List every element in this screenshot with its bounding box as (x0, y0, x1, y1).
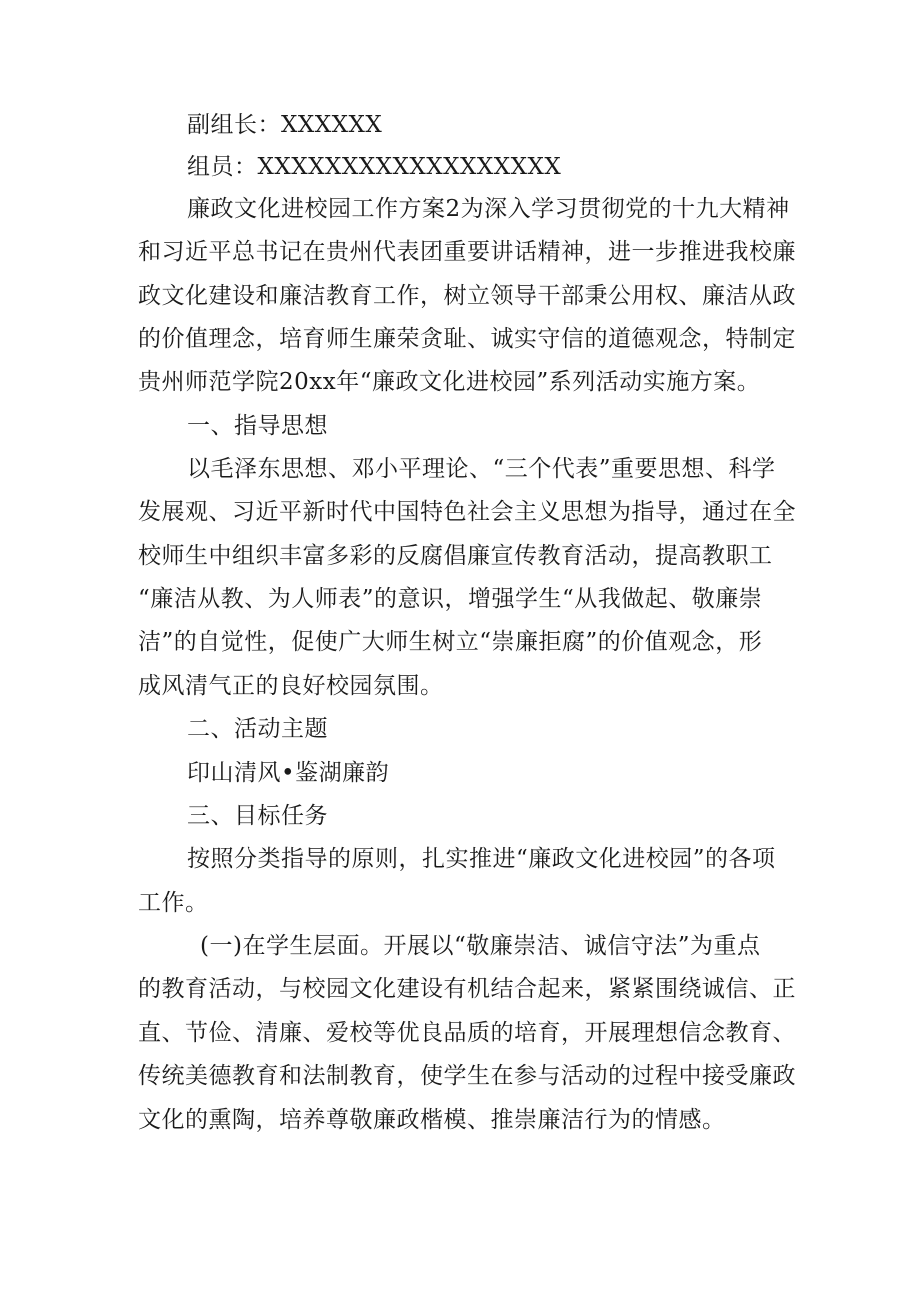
paragraph-line: 的教育活动，与校园文化建设有机结合起来，紧紧围绕诚信、正 (138, 976, 796, 1002)
paragraph-line: 贵州师范学院20xx年“廉政文化进校园”系列活动实施方案。 (138, 369, 761, 395)
paragraph-line: 传统美德教育和法制教育，使学生在参与活动的过程中接受廉政 (138, 1063, 796, 1089)
members-line: 组员：XXXXXXXXXXXXXXXXXX (187, 154, 562, 180)
paragraph-line: 校师生中组织丰富多彩的反腐倡廉宣传教育活动，提高教职工 (138, 543, 773, 569)
paragraph-line: 和习近平总书记在贵州代表团重要讲话精神，进一步推进我校廉 (138, 239, 796, 265)
paragraph-line: 工作。 (138, 890, 209, 916)
section-heading: 二、活动主题 (187, 716, 328, 742)
section-heading: 一、指导思想 (187, 413, 328, 439)
paragraph-line: 发展观、习近平新时代中国特色社会主义思想为指导，通过在全 (138, 499, 796, 525)
paragraph-line: “廉洁从教、为人师表”的意识，增强学生“从我做起、敬廉崇 (138, 586, 763, 612)
paragraph-line: 以毛泽东思想、邓小平理论、“三个代表”重要思想、科学 (187, 456, 776, 482)
deputy-leader-line: 副组长：XXXXXX (187, 112, 383, 138)
paragraph-line: 按照分类指导的原则，扎实推进“廉政文化进校园”的各项 (187, 846, 776, 872)
subsection-line: (一)在学生层面。开展以“敬廉崇洁、诚信守法”为重点 (200, 933, 761, 959)
paragraph-line: 文化的熏陶，培养尊敬廉政楷模、推崇廉洁行为的情感。 (138, 1107, 726, 1133)
theme-line: 印山清风•鉴湖廉韵 (187, 760, 390, 786)
paragraph-line: 政文化建设和廉洁教育工作，树立领导干部秉公用权、廉洁从政 (138, 283, 796, 309)
paragraph-line: 直、节俭、清廉、爱校等优良品质的培育，开展理想信念教育、 (138, 1020, 796, 1046)
paragraph-line: 洁”的自觉性，促使广大师生树立“崇廉拒腐”的价值观念，形 (138, 629, 763, 655)
paragraph-line: 廉政文化进校园工作方案2为深入学习贯彻党的十九大精神 (187, 196, 790, 222)
section-heading: 三、目标任务 (187, 803, 328, 829)
paragraph-line: 成风清气正的良好校园氛围。 (138, 673, 444, 699)
paragraph-line: 的价值理念，培育师生廉荣贪耻、诚实守信的道德观念，特制定 (138, 326, 796, 352)
